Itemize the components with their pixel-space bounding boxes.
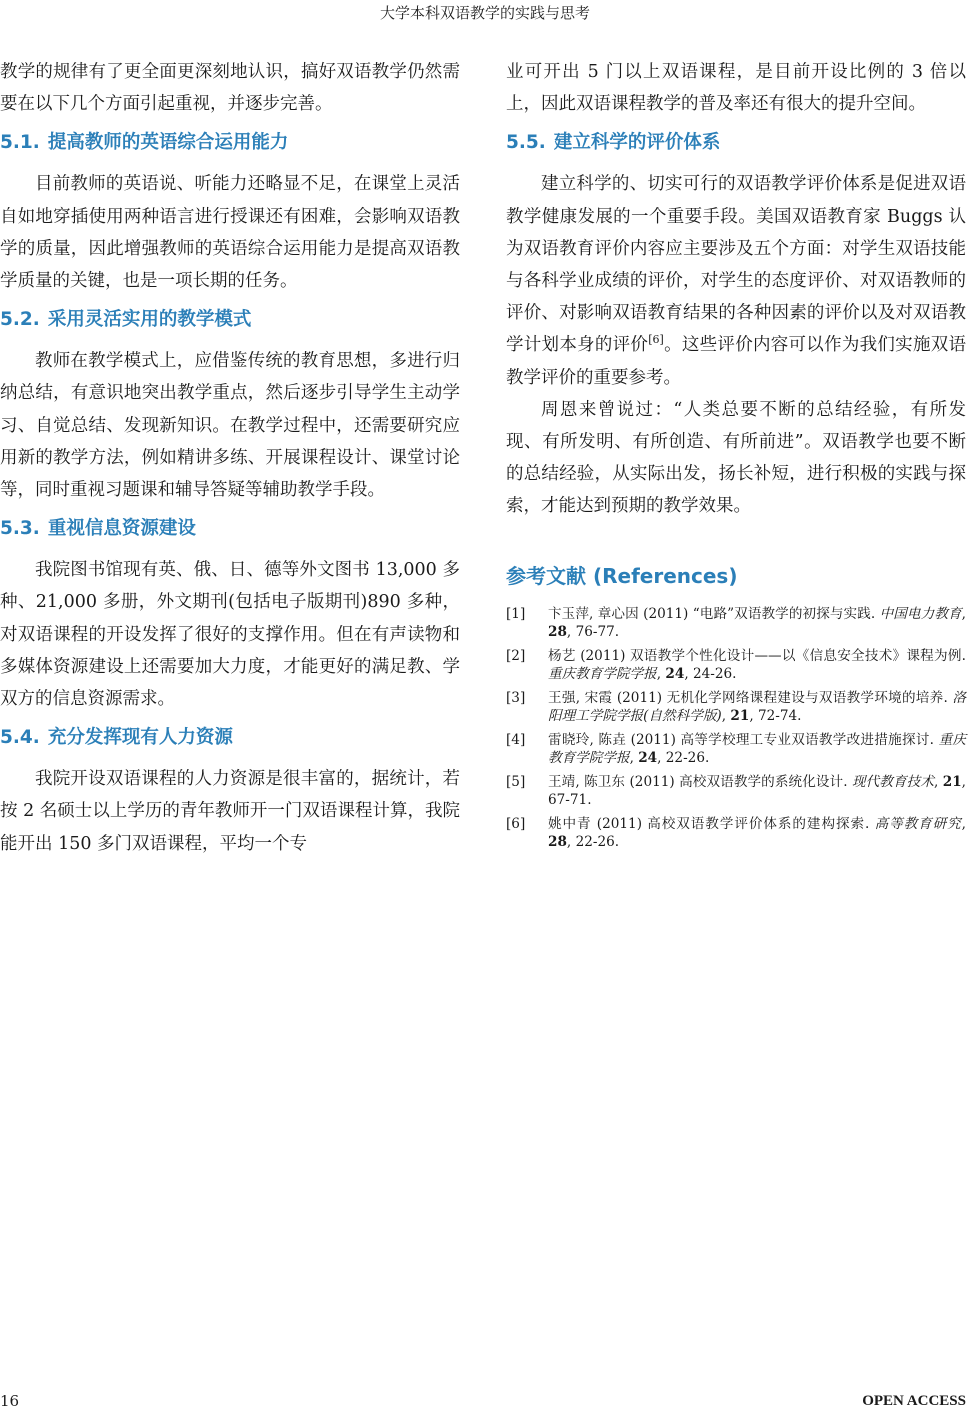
reference-item: [4] 雷晓玲, 陈垚 (2011) 高等学校理工专业双语教学改进措施探讨. 重庆教育学院学报, 24, 22-26. [506, 731, 967, 767]
reference-item: [1] 卞玉萍, 章心因 (2011) “电路”双语教学的初探与实践. 中国电力教育, 28, 76-77. [506, 605, 966, 641]
reference-journal: 高等教育研究 [874, 815, 962, 832]
reference-journal: 重庆教育学院学报 [548, 666, 657, 683]
reference-volume: 28 [548, 624, 567, 641]
body-text: 。这些评价内容可以作为我们实施双语教学评价的重要参考。 [506, 335, 967, 388]
reference-item: [5] 王靖, 陈卫东 (2011) 高校双语教学的系统化设计. 现代教育技术, 21, 67-71. [506, 773, 966, 809]
section-number: 5.1. [0, 132, 40, 154]
reference-number: [1] [506, 605, 526, 622]
reference-item: [2] 杨艺 (2011) 双语教学个性化设计——以《信息安全技术》课程为例. 重庆教育学院学报, 24, 24-26. [506, 647, 966, 683]
section-title: 充分发挥现有人力资源 [47, 727, 233, 749]
reference-volume: 21 [942, 773, 962, 790]
reference-number: [2] [506, 647, 526, 664]
section-number: 5.3. [0, 518, 40, 540]
reference-number: [5] [506, 773, 526, 790]
reference-journal: 重庆教育学院学报 [548, 731, 967, 767]
section-title: 重视信息资源建设 [47, 518, 196, 540]
reference-pages: , 24-26. [684, 666, 737, 683]
reference-authors: 雷晓玲, 陈垚 (2011) 高等学校理工专业双语教学改进措施探讨. [548, 731, 934, 748]
reference-volume: 21 [730, 708, 750, 725]
reference-pages: , 67-71. [548, 773, 966, 809]
reference-number: [6] [506, 815, 526, 832]
page-number: 16 [0, 1392, 20, 1410]
citation-link[interactable]: [6] [648, 333, 664, 347]
reference-volume: 28 [548, 834, 567, 851]
body-text: 建立科学的、切实可行的双语教学评价体系是促进双语教学健康发展的一个重要手段。美国双语教育家 Buggs 认为双语教育评价内容应主要涉及五个方面：对学生双语技能与各科学业成绩的评价，对学生的态度评价、对双语教师的评价、对影响双语教育结果的各种因素的评价以及对双语教学计划本身的评价 [506, 174, 966, 356]
reference-journal: 现代教育技术 [851, 773, 935, 790]
reference-pages: , 72-74. [749, 708, 802, 725]
references-title-en: (References) [592, 563, 738, 588]
reference-number: [4] [506, 731, 526, 748]
reference-pages: , 76-77. [566, 624, 620, 641]
section-number: 5.4. [0, 727, 40, 749]
section-5-1-body: 目前教师的英语说、听能力还略显不足，在课堂上灵活自如地穿插使用两种语言进行授课还有困难，会影响双语教学的质量，因此增强教师的英语综合运用能力是提高双语教学质量的关键，也是一项长期的任务。 [0, 174, 460, 292]
open-access-label: OPEN ACCESS [862, 1393, 966, 1409]
reference-journal: 中国电力教育 [879, 605, 962, 622]
reference-authors: 卞玉萍, 章心因 (2011) “电路”双语教学的初探与实践. [548, 605, 876, 622]
section-5-2-body: 教师在教学模式上，应借鉴传统的教育思想，多进行归纳总结，有意识地突出教学重点，然后逐步引导学生主动学习、自觉总结、发现新知识。在教学过程中，还需要研究应用新的教学方法，例如精讲多练、开展课程设计、课堂讨论等，同时重视习题课和辅导答疑等辅助教学手段。 [0, 351, 460, 501]
section-5-3-heading [0, 516, 460, 542]
section-5-4-heading [0, 725, 460, 751]
section-title: 提高教师的英语综合运用能力 [47, 132, 289, 154]
section-title: 采用灵活实用的教学模式 [47, 309, 252, 331]
reference-item: [6] 姚中青 (2011) 高校双语教学评价体系的建构探索. 高等教育研究, 28, 22-26. [506, 815, 966, 851]
section-5-5-heading [506, 130, 966, 156]
section-5-3-body: 我院图书馆现有英、俄、日、德等外文图书 13,000 多种、21,000 多册，外文期刊(包括电子版期刊)890 多种，对双语课程的开设发挥了很好的支撑作用。但在有声读物和多媒体资源建设上还需要加大力度，才能更好的满足教、学双方的信息资源需求。 [0, 560, 460, 710]
reference-authors: 姚中青 (2011) 高校双语教学评价体系的建构探索. [548, 815, 870, 832]
section-number: 5.5. [506, 132, 546, 154]
running-head: 大学本科双语教学的实践与思考 [379, 4, 590, 22]
section-5-4-body: 我院开设双语课程的人力资源是很丰富的，据统计，若按 2 名硕士以上学历的青年教师开一门双语课程计算，我院能开出 150 多门双语课程，平均一个专 [0, 769, 460, 854]
references-heading [506, 563, 966, 589]
reference-journal: 洛阳理工学院学报(自然科学版) [548, 689, 966, 725]
section-5-5-body-2: 周恩来曾说过：“人类总要不断的总结经验，有所发现、有所发明、有所创造、有所前进”。双语教学也要不断的总结经验，从实际出发，扬长补短，进行积极的实践与探索，才能达到预期的教学效果。 [506, 399, 966, 517]
reference-pages: , 22-26. [657, 750, 710, 767]
section-number: 5.2. [0, 309, 40, 331]
references-list [506, 605, 966, 852]
left-column [0, 56, 460, 860]
intro-paragraph: 教学的规律有了更全面更深刻地认识，搞好双语教学仍然需要在以下几个方面引起重视，并逐步完善。 [0, 62, 460, 115]
reference-authors: 王靖, 陈卫东 (2011) 高校双语教学的系统化设计. [548, 773, 848, 790]
section-5-5-body [506, 168, 966, 393]
section-5-2-heading [0, 307, 460, 333]
reference-item: [3] 王强, 宋霞 (2011) 无机化学网络课程建设与双语教学环境的培养. 洛阳理工学院学报(自然科学版), 21, 72-74. [506, 689, 966, 725]
right-column [506, 56, 966, 857]
reference-authors: 杨艺 (2011) 双语教学个性化设计——以《信息安全技术》课程为例. [548, 647, 966, 664]
continuation-paragraph: 业可开出 5 门以上双语课程，是目前开设比例的 3 倍以上，因此双语课程教学的普及率还有很大的提升空间。 [506, 62, 966, 115]
reference-volume: 24 [638, 750, 658, 767]
reference-volume: 24 [665, 666, 685, 683]
section-5-1-heading [0, 130, 460, 156]
reference-authors: 王强, 宋霞 (2011) 无机化学网络课程建设与双语教学环境的培养. [548, 689, 948, 706]
references-title: 参考文献 [506, 563, 586, 588]
section-title: 建立科学的评价体系 [553, 132, 721, 154]
reference-pages: , 22-26. [566, 834, 620, 851]
reference-number: [3] [506, 689, 526, 706]
